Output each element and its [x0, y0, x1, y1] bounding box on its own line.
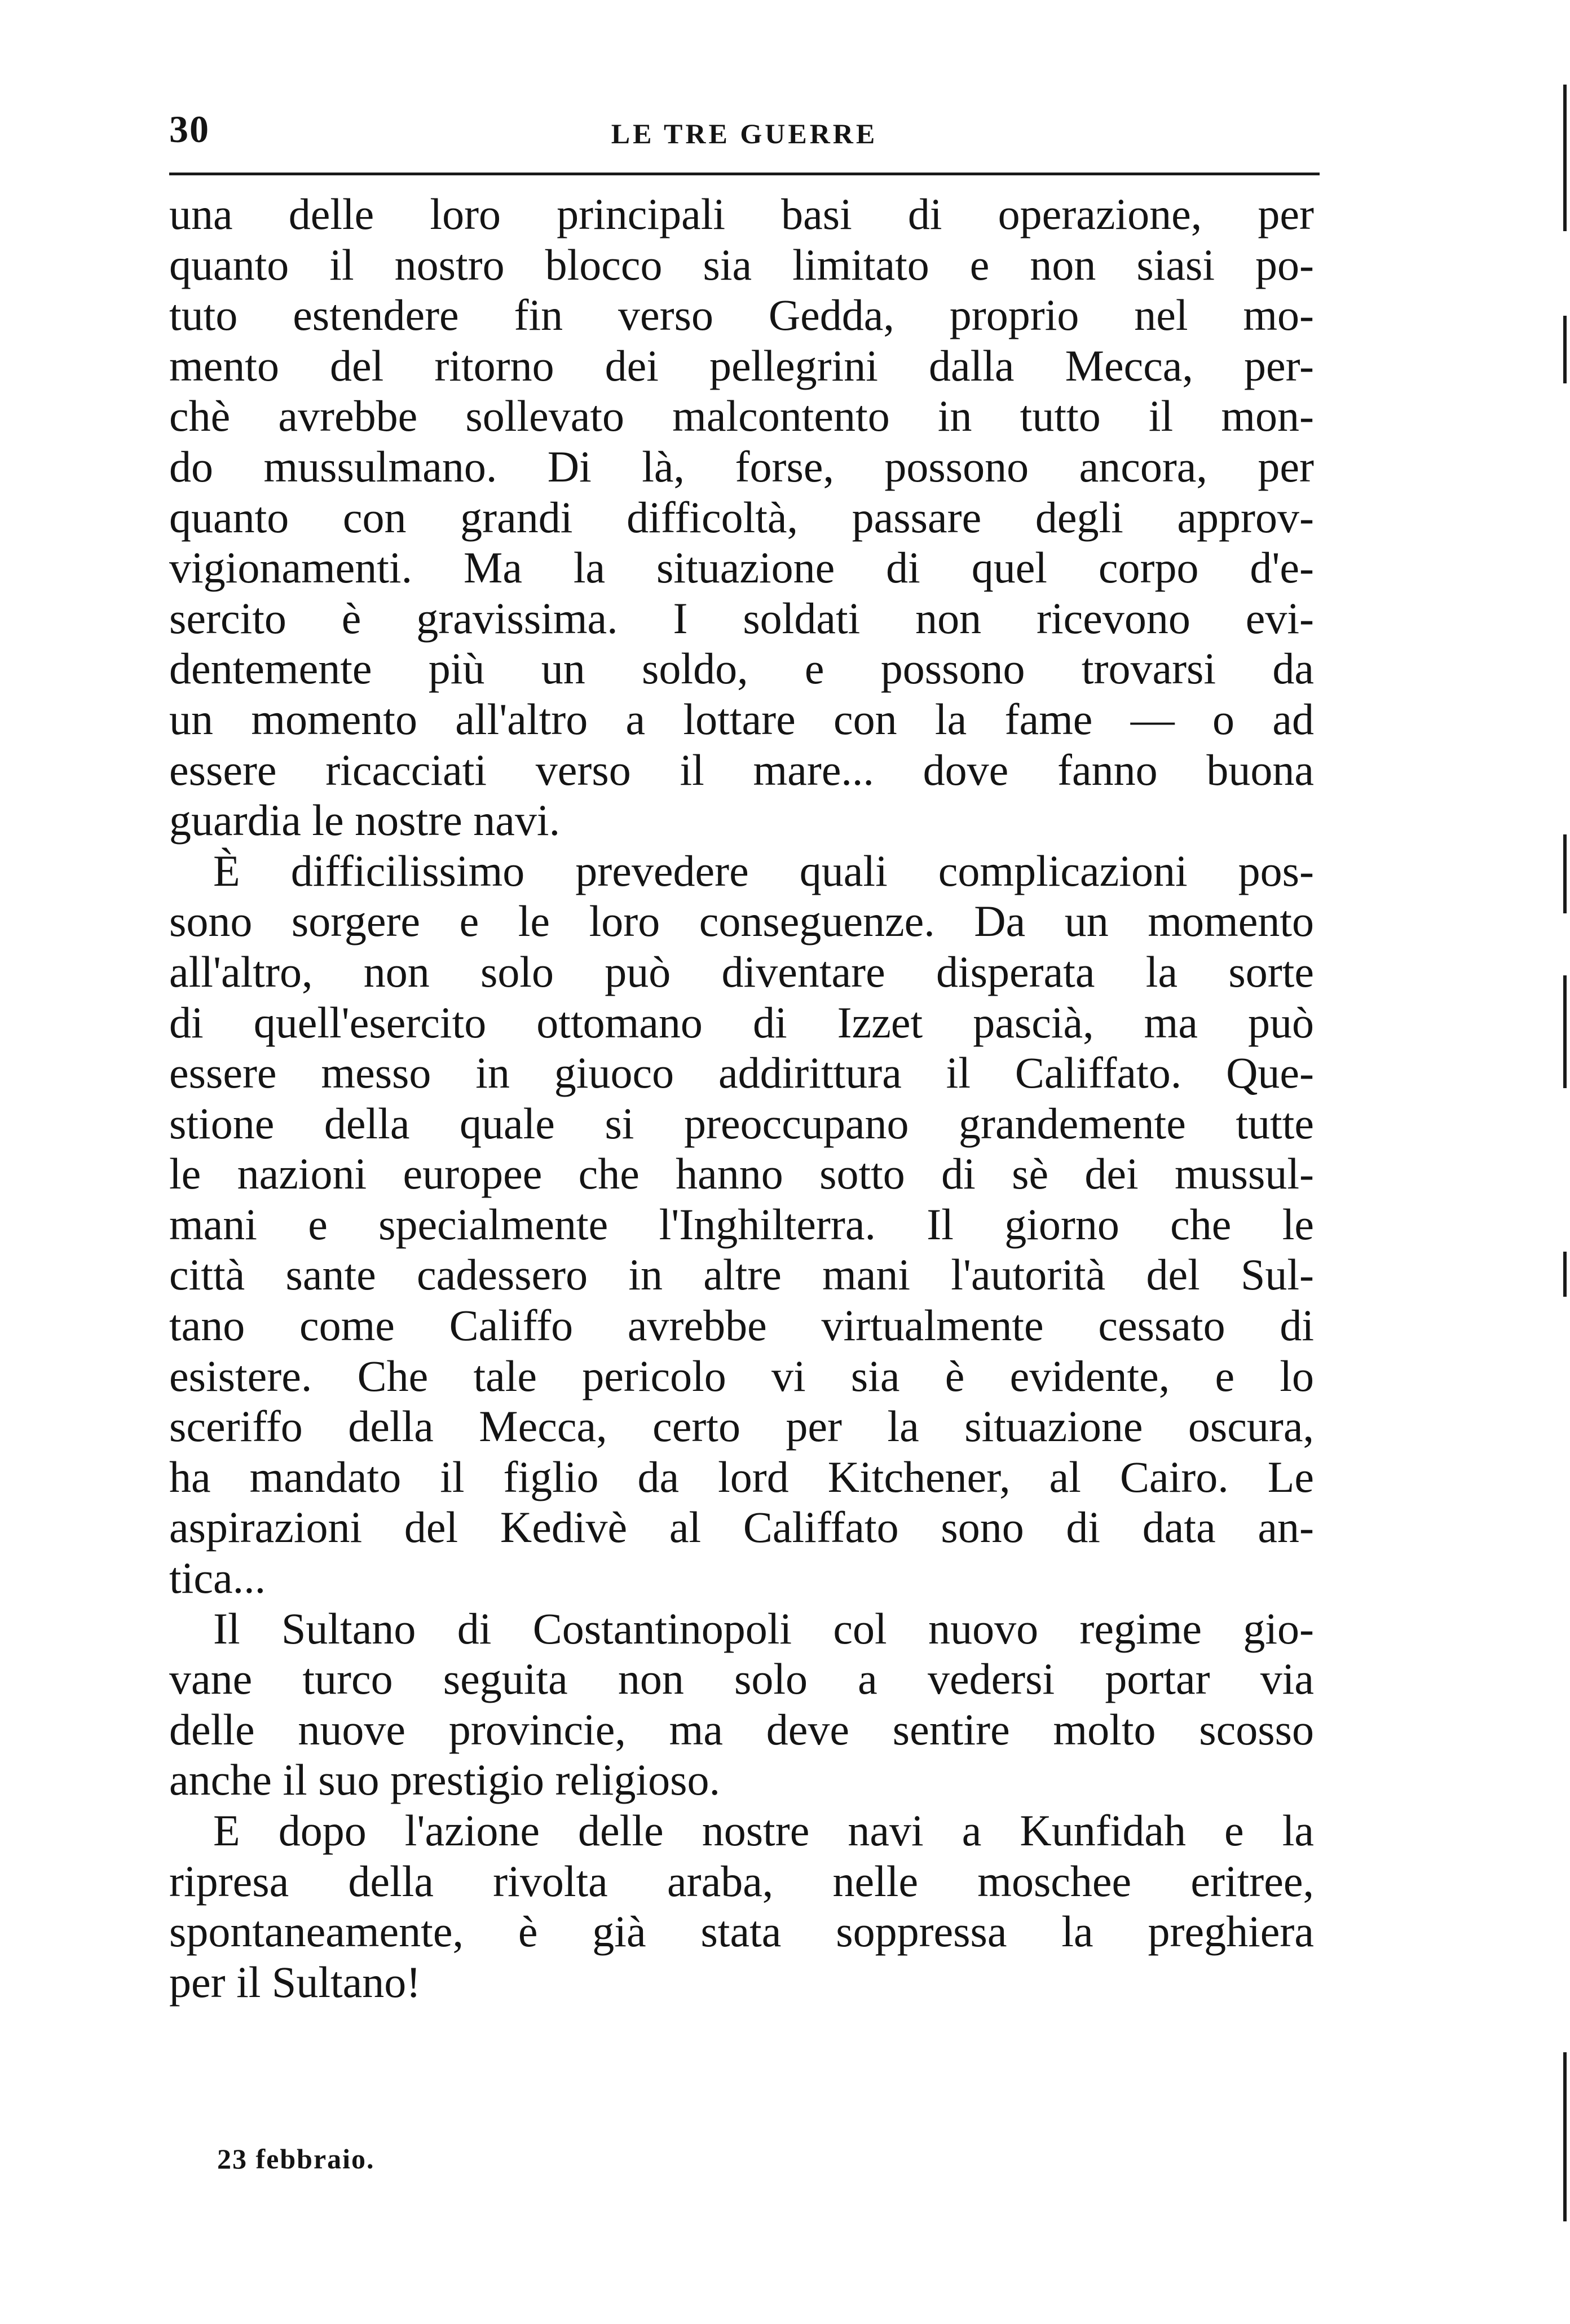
text-line: le nazioni europee che hanno sotto di sè dei mussul-: [169, 1149, 1314, 1199]
text-line: sercito è gravissima. I soldati non ricevono evi-: [169, 593, 1314, 643]
paragraph: [169, 189, 1314, 846]
text-line: stione della quale si preoccupano grandemente tutte: [169, 1098, 1314, 1148]
text-line: vane turco seguita non solo a vedersi portar via: [169, 1654, 1314, 1704]
text-line: È difficilissimo prevedere quali complicazioni pos-: [213, 846, 1314, 895]
text-line: ripresa della rivolta araba, nelle moschee eritree,: [169, 1856, 1314, 1906]
paragraph: [169, 846, 1314, 1603]
page-number: 30: [169, 108, 210, 151]
text-line: do mussulmano. Di là, forse, possono ancora, per: [169, 441, 1314, 491]
header-rule: [169, 173, 1320, 175]
running-head: [169, 101, 1320, 158]
text-line: aspirazioni del Kedivè al Califfato sono di data an-: [169, 1503, 1314, 1552]
paragraph: [169, 1603, 1314, 1805]
page-edge-mark: [1563, 1252, 1567, 1297]
text-line: una delle loro principali basi di operazione, per: [169, 189, 1314, 238]
text-line: tica...: [169, 1553, 266, 1603]
text-line: di quell'esercito ottomano di Izzet pascià, ma può: [169, 997, 1314, 1047]
text-line: tano come Califfo avrebbe virtualmente cessato di: [169, 1301, 1314, 1350]
text-line: per il Sultano!: [169, 1957, 421, 2007]
text-line: delle nuove provincie, ma deve sentire molto scosso: [169, 1704, 1314, 1754]
text-line: guardia le nostre navi.: [169, 796, 561, 845]
text-line: vigionamenti. Ma la situazione di quel corpo d'e-: [169, 543, 1314, 593]
text-line: mani e specialmente l'Inghilterra. Il giorno che le: [169, 1199, 1314, 1249]
text-line: Il Sultano di Costantinopoli col nuovo regime gio-: [213, 1603, 1314, 1653]
body-text: [169, 189, 1314, 2007]
dateline: 23 febbraio.: [217, 2143, 375, 2175]
text-line: quanto il nostro blocco sia limitato e non siasi po-: [169, 240, 1314, 289]
text-line: ha mandato il figlio da lord Kitchener, al Cairo. Le: [169, 1452, 1314, 1501]
text-line: quanto con grandi difficoltà, passare degli approv-: [169, 492, 1314, 542]
text-line: E dopo l'azione delle nostre navi a Kunfidah e la: [213, 1806, 1314, 1855]
page-edge-mark: [1563, 85, 1567, 231]
text-line: esistere. Che tale pericolo vi sia è evidente, e lo: [169, 1351, 1314, 1400]
text-line: chè avrebbe sollevato malcontento in tutto il mon-: [169, 391, 1314, 441]
text-line: mento del ritorno dei pellegrini dalla Mecca, per-: [169, 341, 1314, 390]
text-line: un momento all'altro a lottare con la fame — o ad: [169, 694, 1314, 744]
text-line: sono sorgere e le loro conseguenze. Da un momento: [169, 896, 1314, 946]
text-line: dentemente più un soldo, e possono trovarsi da: [169, 644, 1314, 693]
text-line: città sante cadessero in altre mani l'autorità del Sul-: [169, 1250, 1314, 1300]
page-edge-mark: [1563, 834, 1567, 913]
text-line: tuto estendere fin verso Gedda, proprio nel mo-: [169, 290, 1314, 340]
text-line: spontaneamente, è già stata soppressa la preghiera: [169, 1907, 1314, 1956]
running-title: LE TRE GUERRE: [611, 118, 878, 149]
paragraph: [169, 1805, 1314, 2007]
text-line: essere ricacciati verso il mare... dove fanno buona: [169, 745, 1314, 794]
text-line: sceriffo della Mecca, certo per la situazione oscura,: [169, 1402, 1314, 1451]
page-edge-mark: [1563, 316, 1567, 383]
text-line: anche il suo prestigio religioso.: [169, 1755, 720, 1805]
text-line: essere messo in giuoco addirittura il Califfato. Que-: [169, 1048, 1314, 1098]
page-edge-mark: [1563, 2052, 1567, 2221]
page-edge-mark: [1563, 975, 1567, 1088]
text-line: all'altro, non solo può diventare disperata la sorte: [169, 947, 1314, 996]
